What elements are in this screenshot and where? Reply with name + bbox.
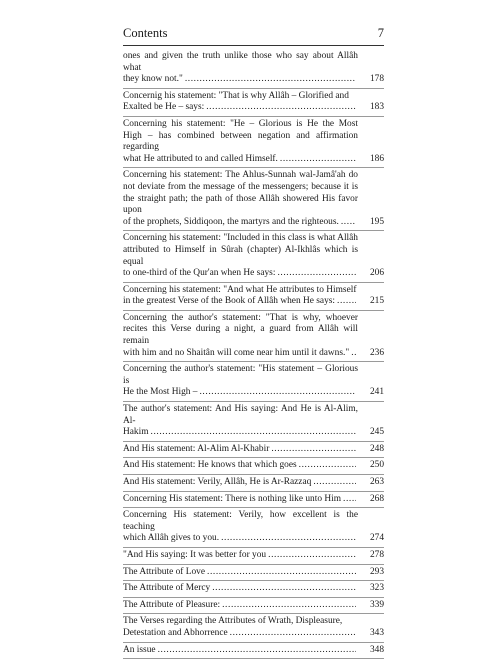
dot-leader xyxy=(185,74,356,86)
toc-entry[interactable] xyxy=(123,508,384,548)
toc-page-number: 250 xyxy=(369,460,384,471)
dot-leader xyxy=(206,102,356,114)
toc-entry-title: Concerning His statement: There is nothing like unto Him xyxy=(123,493,342,504)
toc-page-number: 263 xyxy=(369,477,384,487)
toc-entry-title: they know not." xyxy=(123,74,183,85)
dot-leader xyxy=(299,460,356,472)
toc-entry-text: ones and given the truth unlike those who say about Allâh what xyxy=(123,51,358,73)
dot-leader xyxy=(343,494,356,506)
table-of-contents xyxy=(123,49,384,659)
toc-page-number: 245 xyxy=(369,427,384,438)
toc-entry-text: Concernig his statement: "That is why Allâh – Glorified and xyxy=(123,90,349,101)
toc-entry-text: Concerning the author's statement: "That is why, whoever recites this Verse during a night, a guard from Allâh will remain xyxy=(123,312,358,347)
dot-leader xyxy=(268,550,356,562)
toc-page-number: 215 xyxy=(369,296,384,307)
toc-entry[interactable] xyxy=(123,548,384,565)
dot-leader xyxy=(341,217,356,229)
toc-entry-title: And His statement: He knows that which goes xyxy=(123,460,297,471)
toc-entry-title: And His statement: Verily, Allâh, He is Ar-Razzaq xyxy=(123,477,312,487)
toc-entry[interactable] xyxy=(123,598,384,615)
toc-page-number: 183 xyxy=(369,102,384,113)
toc-entry[interactable] xyxy=(123,117,384,168)
toc-entry[interactable] xyxy=(123,458,384,475)
toc-entry-title: of the prophets, Siddiqoon, the martyrs and the righteous. xyxy=(123,216,339,227)
toc-page-number: 178 xyxy=(369,74,384,85)
toc-entry-title: "And His saying: It was better for you xyxy=(123,549,267,560)
page-header xyxy=(123,26,384,46)
toc-entry-title: Exalted be He – says: xyxy=(123,102,205,113)
toc-entry-title: The Attribute of Pleasure: xyxy=(123,599,221,610)
toc-entry[interactable] xyxy=(123,89,384,117)
toc-entry[interactable] xyxy=(123,283,384,311)
dot-leader xyxy=(230,628,356,640)
toc-page-number: 293 xyxy=(369,566,384,577)
toc-entry-title: The Attribute of Mercy xyxy=(123,583,211,594)
toc-page-number: 195 xyxy=(369,216,384,227)
toc-page-number: 236 xyxy=(369,347,384,358)
toc-entry-title: And His statement: Al-Alim Al-Khabir xyxy=(123,443,270,454)
toc-page-number: 248 xyxy=(369,443,384,454)
toc-entry-title: which Allâh gives to you. xyxy=(123,533,220,544)
toc-entry[interactable] xyxy=(123,362,384,402)
toc-entry[interactable] xyxy=(123,442,384,459)
toc-page-number: 206 xyxy=(369,268,384,279)
toc-entry-text: Concerning His statement: Verily, how excellent is the teaching xyxy=(123,510,358,532)
toc-page-number: 274 xyxy=(369,533,384,544)
toc-entry[interactable] xyxy=(123,475,384,492)
toc-entry-title: in the greatest Verse of the Book of Allâh when He says: xyxy=(123,296,336,307)
toc-page-number: 268 xyxy=(369,493,384,504)
dot-leader xyxy=(351,348,356,360)
toc-entry-text: Concerning his statement: "He – Glorious is He the Most High – has combined between negation and affirmation regarding xyxy=(123,118,358,153)
toc-entry-title: The Attribute of Love xyxy=(123,566,206,577)
toc-entry[interactable] xyxy=(123,231,384,282)
toc-entry[interactable] xyxy=(123,581,384,598)
toc-entry-title: An issue xyxy=(123,644,156,655)
dot-leader xyxy=(271,444,356,456)
dot-leader xyxy=(337,296,356,308)
toc-entry-title: He the Most High – xyxy=(123,387,198,398)
toc-page-number: 278 xyxy=(369,549,384,560)
toc-entry[interactable] xyxy=(123,311,384,362)
dot-leader xyxy=(222,600,356,612)
toc-entry-text: Concerning his statement: "Included in this class is what Allâh attributed to Himself in Sûrah (chapter) Al-Ikhlâs which is equal xyxy=(123,233,358,267)
toc-entry-title: to one-third of the Qur'an when He says: xyxy=(123,268,276,279)
toc-entry-text: Concerning his statement: "And what He attributes to Himself xyxy=(123,284,357,295)
toc-entry[interactable] xyxy=(123,643,384,659)
dot-leader xyxy=(158,645,356,657)
page-title: Contents xyxy=(123,26,168,40)
dot-leader xyxy=(280,154,356,166)
toc-page-number: 241 xyxy=(369,387,384,398)
dot-leader xyxy=(277,268,356,280)
dot-leader xyxy=(151,427,356,439)
toc-entry-text: The author's statement: And His saying: And He is Al-Alim, Al- xyxy=(123,404,358,426)
toc-entry[interactable] xyxy=(123,614,384,642)
dot-leader xyxy=(212,583,356,595)
toc-entry[interactable] xyxy=(123,49,384,89)
toc-page-number: 186 xyxy=(369,153,384,164)
toc-page-number: 343 xyxy=(369,627,384,638)
dot-leader xyxy=(199,387,356,399)
page-number: 7 xyxy=(377,26,384,40)
toc-entry-text: The Verses regarding the Attributes of Wrath, Displeasure, xyxy=(123,616,343,627)
toc-entry-title: Detestation and Abhorrence xyxy=(123,627,228,638)
toc-entry[interactable] xyxy=(123,565,384,582)
toc-entry-title: with him and no Shaitân will come near him until it dawns." xyxy=(123,347,350,358)
toc-entry-text: Concerning his statement: The Ahlus-Sunnah wal-Jamâ'ah do not deviate from the message of the messengers; because it is the straight path; the path of those Allâh showered His favor upon xyxy=(123,170,358,216)
toc-entry[interactable] xyxy=(123,402,384,442)
toc-page-number: 348 xyxy=(369,644,384,655)
toc-entry-title: Hakim xyxy=(123,427,149,438)
dot-leader xyxy=(221,533,356,545)
dot-leader xyxy=(313,477,356,489)
toc-entry[interactable] xyxy=(123,168,384,231)
toc-page-number: 323 xyxy=(369,583,384,594)
toc-entry-title: what He attributed to and called Himself. xyxy=(123,153,278,164)
toc-page-number: 339 xyxy=(369,599,384,610)
dot-leader xyxy=(207,567,356,579)
toc-entry-text: Concerning the author's statement: "His statement – Glorious is xyxy=(123,364,358,386)
